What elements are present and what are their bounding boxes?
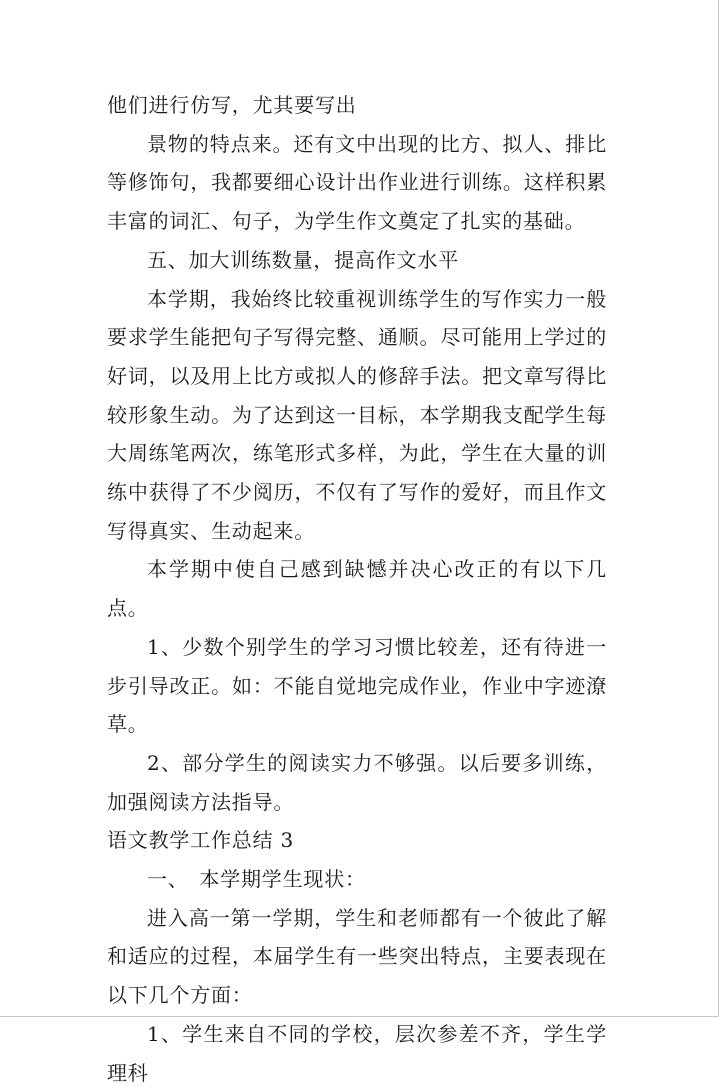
section-heading: 五、加大训练数量，提高作文水平 [147, 247, 459, 272]
list-item: 1、少数个别学生的学习习惯比较差，还有待进一步引导改正。如：不能自觉地完成作业，作业中字迹潦草。 [107, 634, 607, 737]
paragraph: 景物的特点来。还有文中出现的比方、拟人、排比等修饰句，我都要细心设计出作业进行训练。这样积累丰富的词汇、句子，为学生作文奠定了扎实的基础。 [107, 131, 607, 234]
paragraph: 本学期中使自己感到缺憾并决心改正的有以下几点。 [107, 557, 607, 621]
paragraph: 他们进行仿写，尤其要写出 [107, 93, 357, 117]
document-subtitle: 语文教学工作总结 3 [107, 828, 295, 853]
document-body [107, 86, 607, 1092]
paragraph: 本学期，我始终比较重视训练学生的写作实力一般要求学生能把句子写得完整、通顺。尽可能用上学过的好词，以及用上比方或拟人的修辞手法。把文章写得比较形象生动。为了达到这一目标，本学期我支配学生每大周练笔两次，练笔形式多样，为此，学生在大量的训练中获得了不少阅历，不仅有了写作的爱好，而且作文写得真实、生动起来。 [107, 286, 607, 543]
section-heading: 一、 本学期学生现状： [147, 867, 366, 892]
paragraph: 进入高一第一学期，学生和老师都有一个彼此了解和适应的过程，本届学生有一些突出特点，主要表现在以下几个方面： [107, 905, 607, 1008]
list-item: 1、学生来自不同的学校，层次参差不齐，学生学理科 [107, 1021, 607, 1085]
list-item: 2、部分学生的阅读实力不够强。以后要多训练，加强阅读方法指导。 [107, 750, 607, 814]
